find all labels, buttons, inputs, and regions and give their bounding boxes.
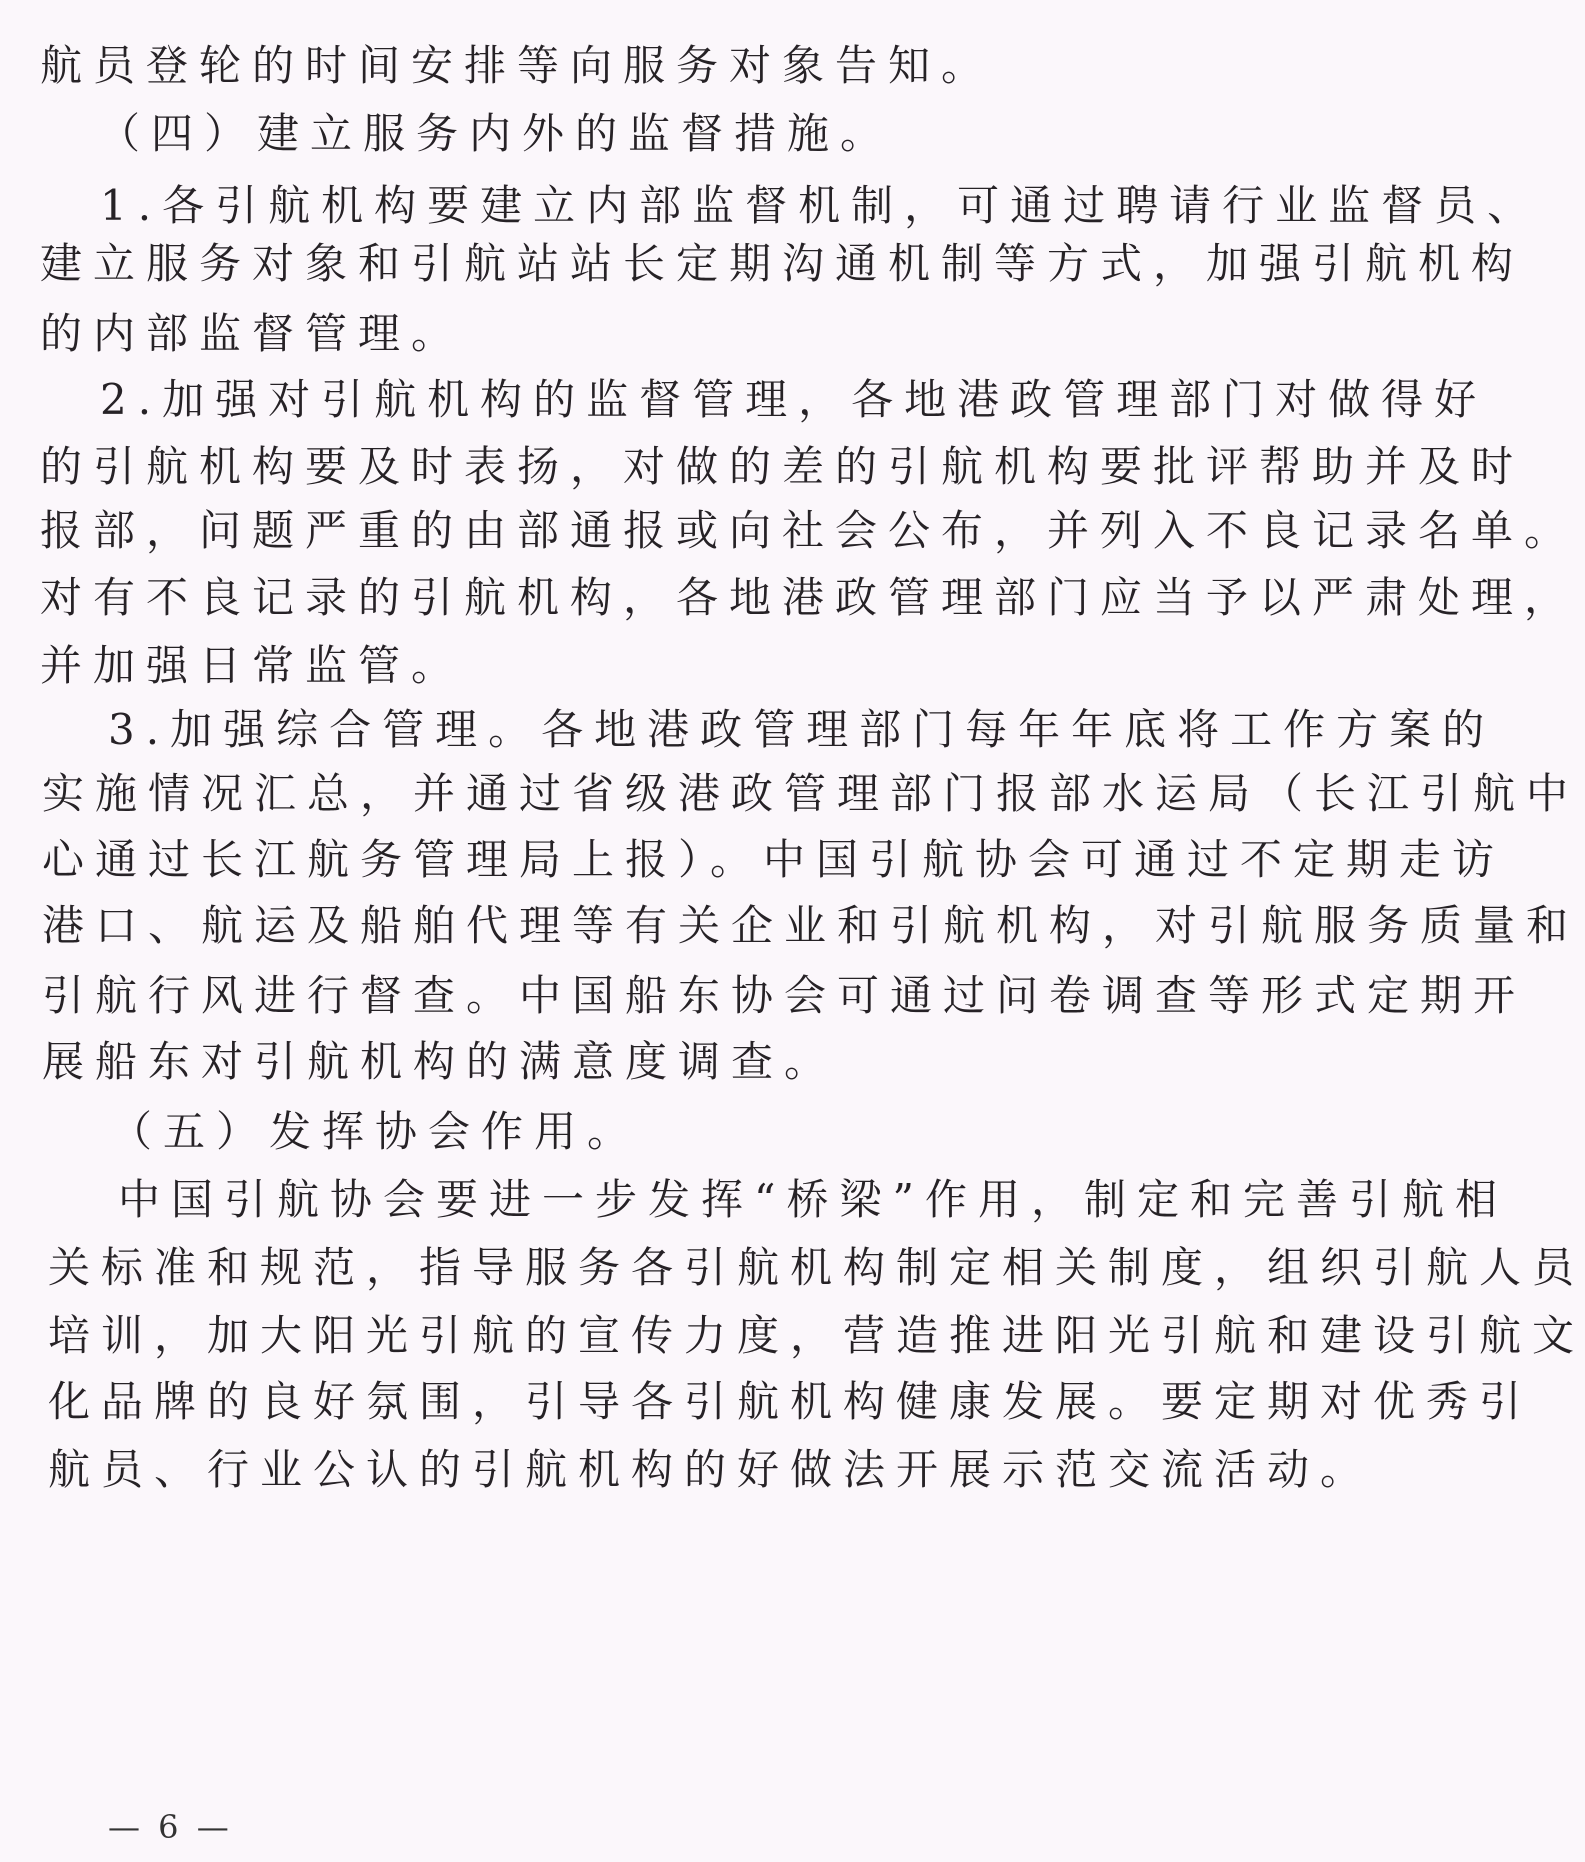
text-line: 航员登轮的时间安排等向服务对象告知。	[40, 41, 995, 90]
text-line: 心通过长江航务管理局上报）。中国引航协会可通过不定期走访	[42, 835, 1506, 884]
text-line: 并加强日常监管。	[40, 641, 465, 690]
page-number: — 6 —	[108, 1808, 233, 1846]
text-line: （四）建立服务内外的监督措施。	[98, 109, 894, 158]
text-line: 2.加强对引航机构的监督管理，各地港政管理部门对做得好	[100, 375, 1488, 424]
text-line: 化品牌的良好氛围，引导各引航机构健康发展。要定期对优秀引	[48, 1377, 1533, 1426]
text-line: 航员、行业公认的引航机构的好做法开展示范交流活动。	[48, 1445, 1374, 1494]
text-line: 对有不良记录的引航机构，各地港政管理部门应当予以严肃处理，	[40, 573, 1578, 622]
text-line: 的引航机构要及时表扬，对做的差的引航机构要批评帮助并及时	[40, 442, 1525, 491]
text-line: 实施情况汇总，并通过省级港政管理部门报部水运局（长江引航中	[42, 769, 1580, 818]
text-line: （五）发挥协会作用。	[110, 1107, 641, 1156]
text-line: 港口、航运及船舶代理等有关企业和引航机构，对引航服务质量和	[42, 901, 1580, 950]
text-line: 建立服务对象和引航站站长定期沟通机制等方式，加强引航机构	[40, 239, 1525, 288]
text-line: 培训，加大阳光引航的宣传力度，营造推进阳光引航和建设引航文	[48, 1311, 1585, 1360]
text-line: 的内部监督管理。	[40, 309, 465, 358]
text-line: 展船东对引航机构的满意度调查。	[42, 1037, 838, 1086]
text-line: 1.各引航机构要建立内部监督机制，可通过聘请行业监督员、	[100, 181, 1541, 230]
text-line: 3.加强综合管理。各地港政管理部门每年年底将工作方案的	[108, 705, 1496, 754]
text-line: 中国引航协会要进一步发挥“桥梁”作用，制定和完善引航相	[118, 1175, 1508, 1224]
text-line: 报部，问题严重的由部通报或向社会公布，并列入不良记录名单。	[40, 506, 1578, 555]
text-line: 关标准和规范，指导服务各引航机构制定相关制度，组织引航人员	[48, 1243, 1585, 1292]
text-line: 引航行风进行督查。中国船东协会可通过问卷调查等形式定期开	[42, 971, 1527, 1020]
